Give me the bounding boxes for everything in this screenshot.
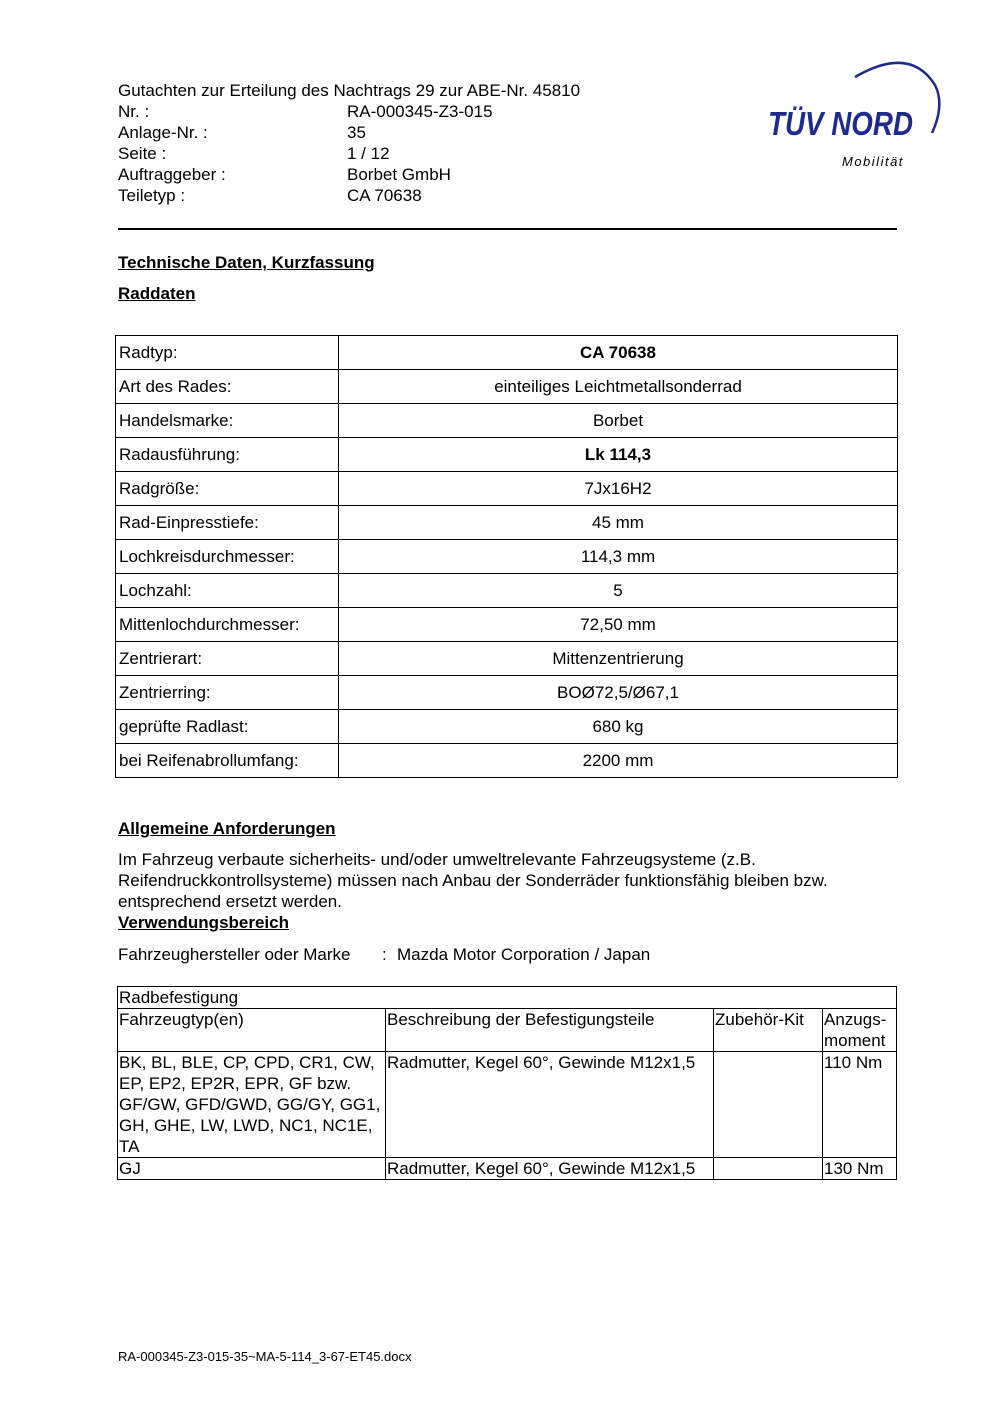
header-field-value: 1 / 12: [347, 144, 390, 163]
row-value: einteiliges Leichtmetallsonderrad: [339, 370, 898, 404]
row-label: Handelsmarke:: [116, 404, 339, 438]
header-field-value: Borbet GmbH: [347, 165, 451, 184]
row-value: 72,50 mm: [339, 608, 898, 642]
table-row: [116, 642, 898, 676]
cell: Radmutter, Kegel 60°, Gewinde M12x1,5: [386, 1052, 714, 1158]
header-field-value: CA 70638: [347, 186, 422, 205]
header-field-value: 35: [347, 123, 366, 142]
header-field-label: Teiletyp :: [118, 186, 186, 205]
table-row: [118, 1052, 897, 1158]
hersteller-label: Fahrzeughersteller oder Marke: [118, 945, 351, 964]
row-label: Lochzahl:: [116, 574, 339, 608]
paragraph-line: Reifendruckkontrollsysteme) müssen nach Anbau der Sonderräder funktionsfähig bleiben bzw.: [118, 871, 828, 890]
row-value: 7Jx16H2: [339, 472, 898, 506]
column-header: Fahrzeugtyp(en): [118, 1009, 386, 1052]
cell: GJ: [118, 1158, 386, 1180]
column-header: Beschreibung der Befestigungsteile: [386, 1009, 714, 1052]
footer-filename: RA-000345-Z3-015-35~MA-5-114_3-67-ET45.docx: [118, 1349, 412, 1364]
cell: [714, 1158, 823, 1180]
raddaten-table: [115, 335, 898, 778]
row-value: 680 kg: [339, 710, 898, 744]
row-label: geprüfte Radlast:: [116, 710, 339, 744]
table-row: [116, 574, 898, 608]
section-heading-technische-daten: Technische Daten, Kurzfassung: [118, 253, 375, 272]
section-heading-raddaten: Raddaten: [118, 284, 196, 303]
cell: BK, BL, BLE, CP, CPD, CR1, CW, EP, EP2, EP2R, EPR, GF bzw. GF/GW, GFD/GWD, GG/GY, GG1, GH, GHE, LW, LWD, NC1, NC1E, TA: [118, 1052, 386, 1158]
table-row: [116, 370, 898, 404]
table-row: [116, 506, 898, 540]
svg-text:TÜV NORD: TÜV NORD: [768, 105, 913, 142]
table-row: [116, 676, 898, 710]
row-value: 5: [339, 574, 898, 608]
row-value: 2200 mm: [339, 744, 898, 778]
table-row: [116, 710, 898, 744]
row-value: BOØ72,5/Ø67,1: [339, 676, 898, 710]
row-label: Lochkreisdurchmesser:: [116, 540, 339, 574]
column-header: Zubehör-Kit: [714, 1009, 823, 1052]
row-label: Mittenlochdurchmesser:: [116, 608, 339, 642]
header-field-value: RA-000345-Z3-015: [347, 102, 493, 121]
paragraph-line: Im Fahrzeug verbaute sicherheits- und/oder umweltrelevante Fahrzeugsysteme (z.B.: [118, 850, 756, 869]
table-row: [116, 744, 898, 778]
header-field-label: Auftraggeber :: [118, 165, 226, 184]
paragraph-line: entsprechend ersetzt werden.: [118, 892, 342, 911]
row-value: Borbet: [339, 404, 898, 438]
row-value: 114,3 mm: [339, 540, 898, 574]
document-title: Gutachten zur Erteilung des Nachtrags 29 zur ABE-Nr. 45810: [118, 81, 581, 100]
hersteller-separator: :: [382, 945, 387, 964]
table-row: [116, 540, 898, 574]
table-row: [116, 404, 898, 438]
column-header-text: Anzugs-moment: [824, 1010, 887, 1050]
cell: 130 Nm: [823, 1158, 897, 1180]
row-value: CA 70638: [339, 336, 898, 370]
section-heading-allgemeine-anforderungen: Allgemeine Anforderungen: [118, 819, 336, 838]
header-field-label: Anlage-Nr. :: [118, 123, 208, 142]
row-value: 45 mm: [339, 506, 898, 540]
svg-text:Mobilität: Mobilität: [842, 154, 904, 169]
column-header: [823, 1009, 897, 1052]
tuev-nord-logo: [760, 55, 945, 175]
hersteller-value: Mazda Motor Corporation / Japan: [397, 945, 651, 964]
row-label: Radausführung:: [116, 438, 339, 472]
row-label: Radtyp:: [116, 336, 339, 370]
radbefestigung-table: [117, 986, 897, 1180]
header-divider: [118, 228, 897, 230]
table-row: [116, 472, 898, 506]
section-heading-verwendungsbereich: Verwendungsbereich: [118, 913, 289, 932]
row-label: Rad-Einpresstiefe:: [116, 506, 339, 540]
cell: 110 Nm: [823, 1052, 897, 1158]
row-label: Zentrierart:: [116, 642, 339, 676]
table-row: [116, 336, 898, 370]
cell: Radmutter, Kegel 60°, Gewinde M12x1,5: [386, 1158, 714, 1180]
row-value: Lk 114,3: [339, 438, 898, 472]
table-row: [116, 608, 898, 642]
row-label: Art des Rades:: [116, 370, 339, 404]
table-row: [116, 438, 898, 472]
cell: [714, 1052, 823, 1158]
row-label: bei Reifenabrollumfang:: [116, 744, 339, 778]
table-title: Radbefestigung: [118, 987, 897, 1009]
row-label: Zentrierring:: [116, 676, 339, 710]
header-field-label: Seite :: [118, 144, 167, 163]
header-field-label: Nr. :: [118, 102, 150, 121]
row-label: Radgröße:: [116, 472, 339, 506]
row-value: Mittenzentrierung: [339, 642, 898, 676]
table-row: [118, 1158, 897, 1180]
